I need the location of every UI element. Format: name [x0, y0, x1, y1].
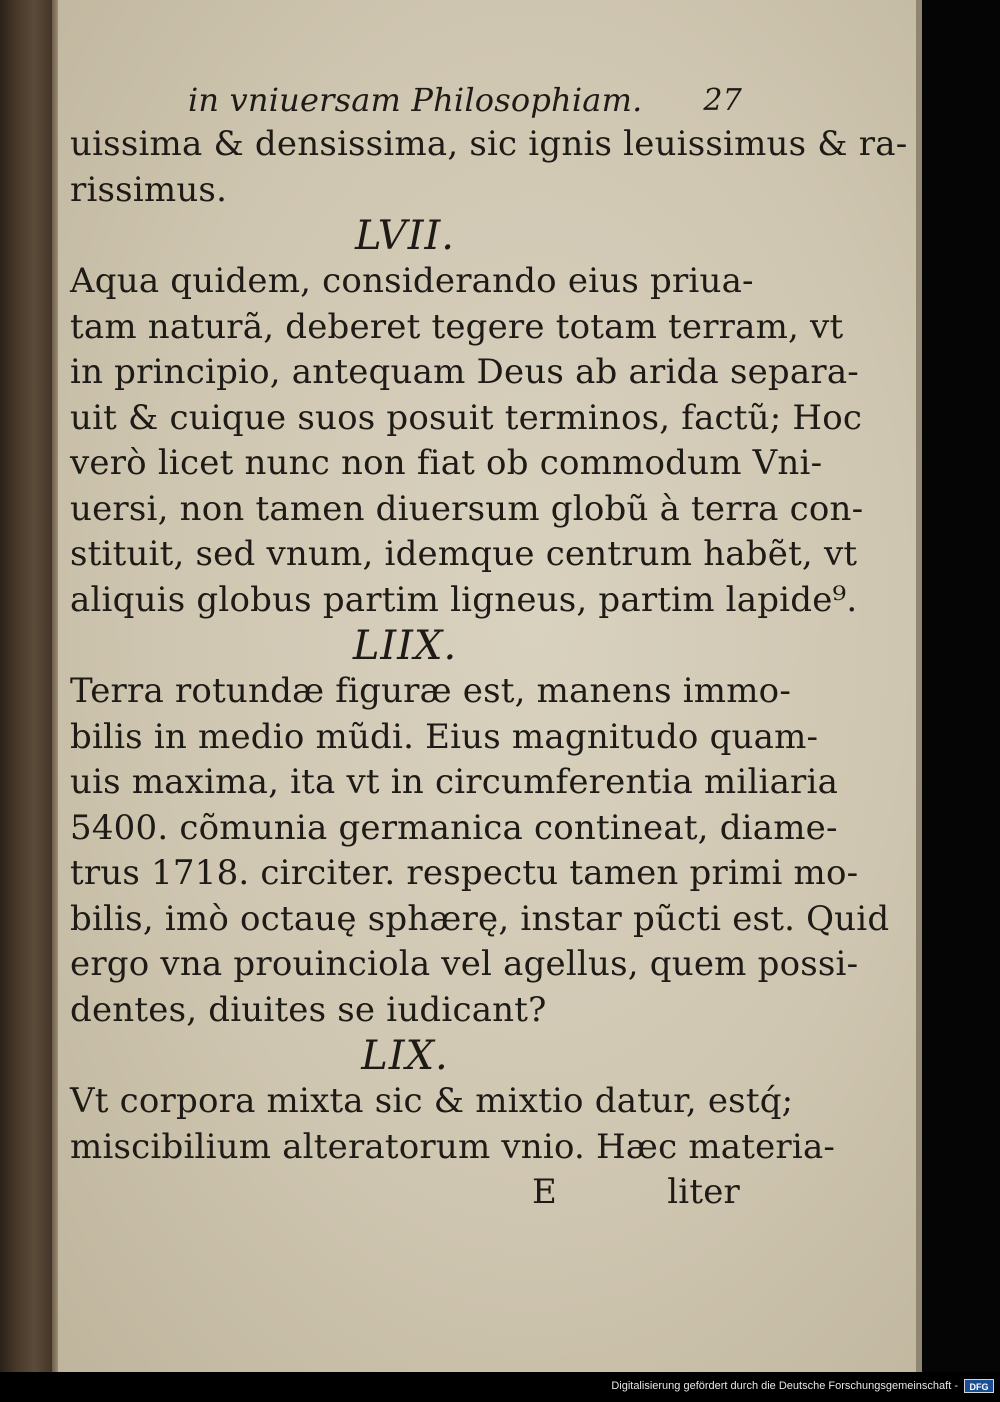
text-line: in principio, antequam Deus ab arida separa-: [70, 352, 859, 392]
text-line: aliquis globus partim ligneus, partim lapide⁹.: [70, 579, 858, 620]
footer-credit: Digitalisierung gefördert durch die Deutsche Forschungsgemeinschaft -: [611, 1380, 958, 1392]
text-line: 5400. cõmunia germanica contineat, diame-: [70, 807, 838, 848]
book-spine: [0, 0, 58, 1372]
text-line: bilis in medio mũdi. Eius magnitudo quam-: [70, 716, 819, 757]
text-line: stituit, sed vnum, idemque centrum habẽt, vt: [70, 534, 858, 574]
text-line: ergo vna prouinciola vel agellus, quem possi-: [70, 944, 859, 984]
text-line: uit & cuique suos posuit terminos, factũ; Hoc: [70, 397, 863, 438]
text-line: bilis, imò octauę sphærę, instar pũcti est. Quid: [70, 898, 890, 939]
digitization-footer: [0, 1372, 1000, 1402]
catchword: liter: [667, 1172, 740, 1212]
dfg-logo: DFG: [964, 1379, 994, 1393]
text-line: verò licet nunc non fiat ob commodum Vni-: [70, 443, 823, 483]
catch-line: [70, 1170, 740, 1215]
text-line: uissima & densissima, sic ignis leuissimus & ra-: [70, 124, 908, 164]
text-line: tam naturã, deberet tegere totam terram, vt: [70, 306, 844, 347]
running-head: [70, 78, 740, 122]
section-heading: LIX.: [361, 1033, 449, 1079]
section-heading: LVII.: [354, 213, 456, 259]
signature-mark: E: [532, 1172, 558, 1212]
running-title: in vniuersam Philosophiam.: [188, 81, 643, 119]
text-line: dentes, diuites se iudicant?: [70, 989, 547, 1030]
text-line: Vt corpora mixta sic & mixtio datur, estq́;: [70, 1081, 794, 1121]
page-number: 27: [703, 83, 742, 118]
text-line: rissimus.: [70, 169, 228, 210]
text-line: Aqua quidem, considerando eius priua-: [70, 261, 754, 301]
text-line: Terra rotundæ figuræ est, manens immo-: [70, 671, 792, 711]
page-text: [70, 78, 908, 1215]
text-line: uersi, non tamen diuersum globũ à terra con-: [70, 488, 864, 529]
text-line: trus 1718. circiter. respectu tamen primi mo-: [70, 853, 859, 893]
page-edge: [916, 0, 922, 1372]
text-blocks: [70, 122, 908, 1170]
text-line: miscibilium alteratorum vnio. Hæc materia-: [70, 1126, 836, 1167]
text-line: uis maxima, ita vt in circumferentia miliaria: [70, 762, 839, 802]
section-heading: LIIX.: [352, 623, 458, 669]
